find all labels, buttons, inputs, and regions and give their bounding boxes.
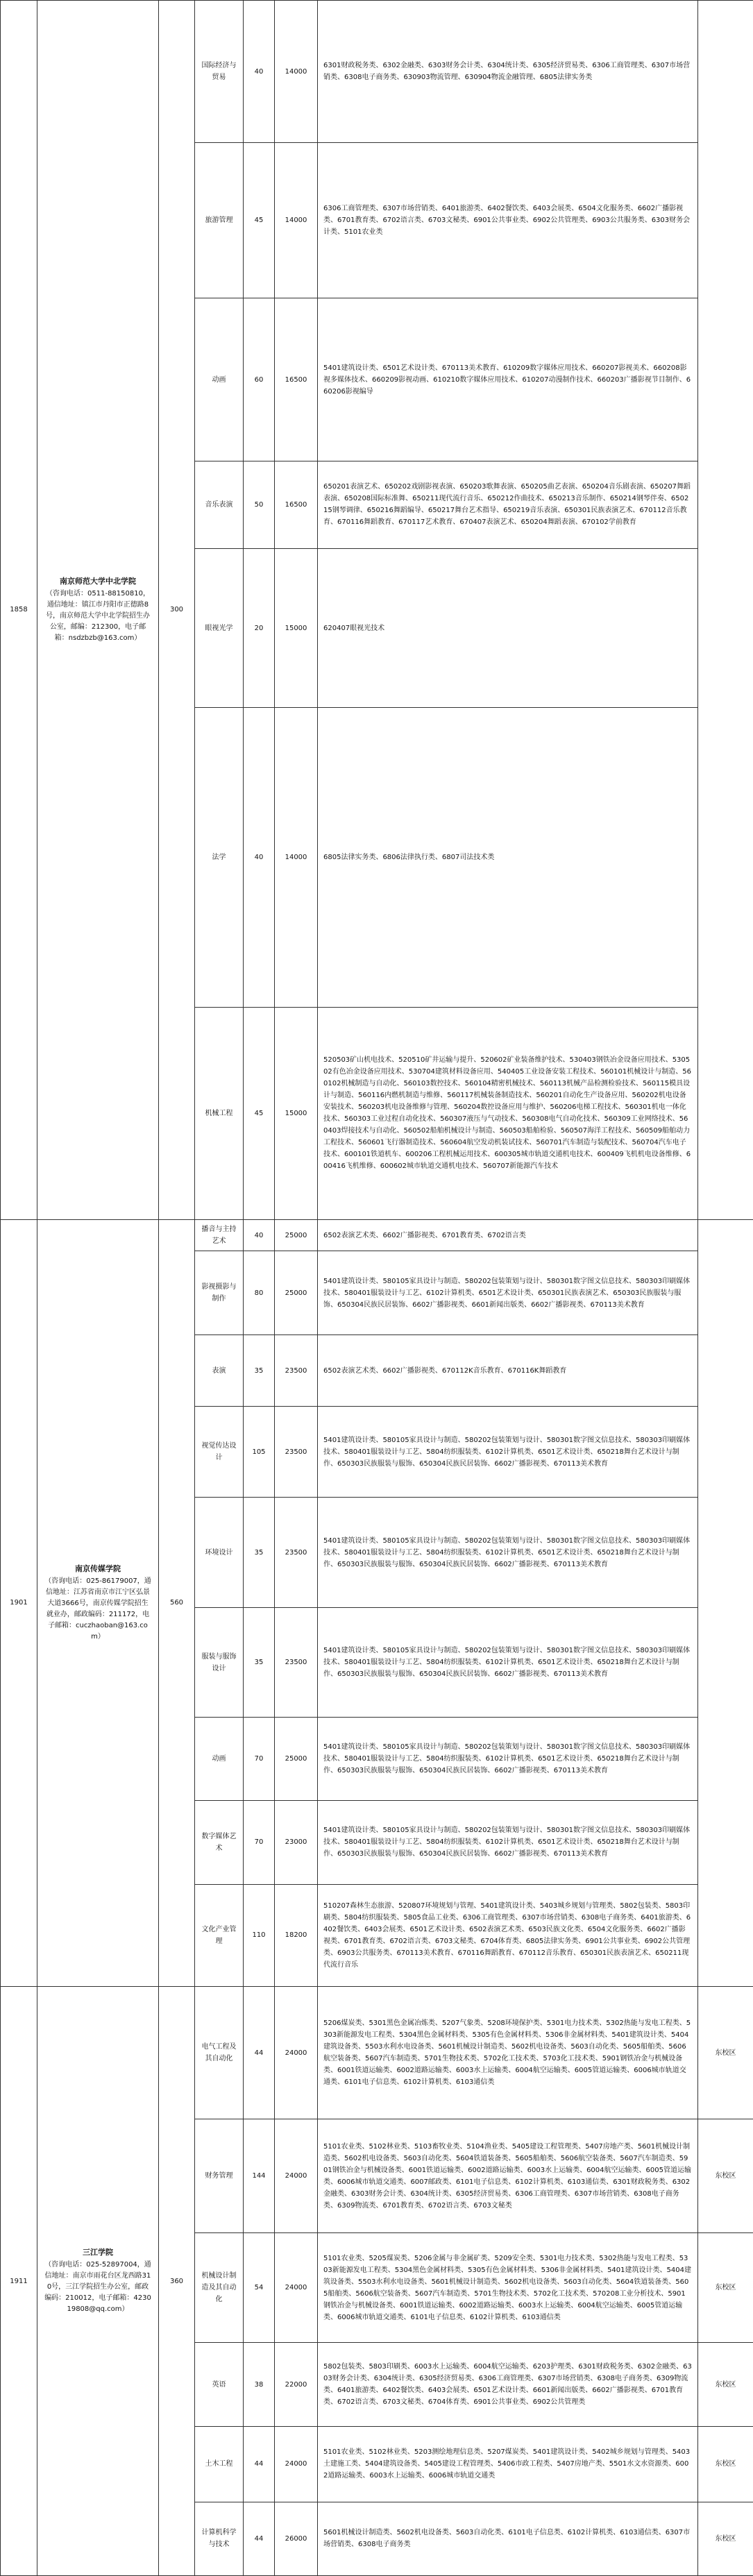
major-name: 眼视光学 bbox=[195, 548, 244, 707]
major-fee: 22000 bbox=[275, 2343, 318, 2426]
major-categories: 510207森林生态旅游、520807环境规划与管理、5401建筑设计类、5403城乡规划与管理类、5802包装类、5803印刷类、5804纺织服装类、5805食品工业类、6306工商管理类、6307市场营销类、6308电子商务类、6401旅游类、6402餐饮类、6403会展类、6501艺术设计类、6502表演艺术类、6503民族文化类、6504文化服务类、6602广播影视类、6701教育类、6702语言类、6703文秘类、6704体育类、6805法律实务类、6901公共事业类、6902公共管理类、6903公共服务类、670113美术教育、670116舞蹈教育、670112音乐教育、650301民族表演艺术、650211现代流行音乐 bbox=[318, 1884, 698, 1986]
major-categories: 5401建筑设计类、580105家具设计与制造、580202包装策划与设计、580301数字图文信息技术、580303印刷媒体技术、580401服装设计与工艺、5804纺织服装类、6102计算机类、6501艺术设计类、650218舞台艺术设计与制作、650303民族服装与服饰、650304民族民居装饰、6602广播影视类、670113美术教育 bbox=[318, 1718, 698, 1801]
campus bbox=[698, 1219, 753, 1986]
major-fee: 23500 bbox=[275, 1407, 318, 1498]
major-fee: 15000 bbox=[275, 1007, 318, 1219]
school-code: 1901 bbox=[1, 1219, 37, 1986]
campus: 东校区 bbox=[698, 2502, 753, 2575]
major-plan: 50 bbox=[244, 461, 275, 549]
major-categories: 520503矿山机电技术、520510矿井运输与提升、520602矿业装备维护技术、530403钢铁冶金设备应用技术、530502有色冶金设备应用技术、530704建筑材料设备应用、540405工业设备安装工程技术、560101机械设计与制造、560102机械制造与自动化、560103数控技术、560104精密机械技术、560113机械产品检测检验技术、560115模具设计与制造、560116内燃机制造与维修、560117机械装备制造技术、560201自动化生产设备应用、560202机电设备安装技术、560203机电设备维修与管理、560204数控设备应用与维护、560206电梯工程技术、560301机电一体化技术、560303工业过程自动化技术、560307液压与气动技术、560308电气自动化技术、560309工业网络技术、560403焊接技术与自动化、560502船舶机械设计与制造、560503船舶检验、560507海洋工程技术、560509船舶动力工程技术、560601飞行器制造技术、560604航空发动机装试技术、560701汽车制造与装配技术、560704汽车电子技术、600101铁道机车、600206工程机械运用技术、600305城市轨道交通机电技术、600409飞机机电设备维修、600416飞机维修、600602城市轨道交通机电技术、560707新能源汽车技术 bbox=[318, 1007, 698, 1219]
major-plan: 40 bbox=[244, 1, 275, 143]
major-fee: 16500 bbox=[275, 461, 318, 549]
major-plan: 44 bbox=[244, 2502, 275, 2575]
major-plan: 105 bbox=[244, 1407, 275, 1498]
major-fee: 24000 bbox=[275, 1987, 318, 2119]
major-fee: 25000 bbox=[275, 1718, 318, 1801]
school-info bbox=[37, 1, 159, 1220]
major-fee: 16500 bbox=[275, 298, 318, 461]
major-name: 旅游管理 bbox=[195, 143, 244, 298]
major-plan: 40 bbox=[244, 708, 275, 1008]
major-name: 法学 bbox=[195, 708, 244, 1008]
school-contact: （咨询电话：0511-88150810，通信地址：镇江市丹阳市正德路8号，南京师范大学中北学院招生办公室，邮编：212300，电子邮箱：nsdzbzb@163.com） bbox=[46, 589, 150, 642]
major-plan: 70 bbox=[244, 1718, 275, 1801]
major-categories: 5401建筑设计类、6501艺术设计类、670113美术教育、610209数字媒体应用技术、660207影视美术、660208影视多媒体技术、660209影视动画、610210数字媒体应用技术、610207动漫制作技术、660203广播影视节目制作、660206影视编导 bbox=[318, 298, 698, 461]
major-name: 服装与服饰设计 bbox=[195, 1607, 244, 1717]
major-fee: 15000 bbox=[275, 548, 318, 707]
major-categories: 6301财政税务类、6302金融类、6303财务会计类、6304统计类、6305经济贸易类、6306工商管理类、6307市场营销类、6308电子商务类、630903物流管理、630904物流金融管理、6805法律实务类 bbox=[318, 1, 698, 143]
major-fee: 23500 bbox=[275, 1334, 318, 1407]
major-name: 机械工程 bbox=[195, 1007, 244, 1219]
campus: 东校区 bbox=[698, 2343, 753, 2426]
major-plan: 35 bbox=[244, 1607, 275, 1717]
major-plan: 80 bbox=[244, 1251, 275, 1334]
school-info bbox=[37, 1219, 159, 1986]
major-fee: 14000 bbox=[275, 1, 318, 143]
major-categories: 6502表演艺术类、6602广播影视类、670112K音乐教育、670116K舞蹈教育 bbox=[318, 1334, 698, 1407]
major-name: 数字媒体艺术 bbox=[195, 1801, 244, 1884]
major-plan: 35 bbox=[244, 1334, 275, 1407]
major-categories: 650201表演艺术、650202戏剧影视表演、650203歌舞表演、650205曲艺表演、650204音乐剧表演、650207舞蹈表演、650208国际标准舞、650211现代流行音乐、650212作曲技术、650213音乐制作、650214钢琴伴奏、650215钢琴调律、650216舞蹈编导、650217舞台艺术指导、650219音乐表演、650301民族表演艺术、670112音乐教育、670116舞蹈教育、670117艺术教育、670407表演艺术、650204舞蹈表演、670102学前教育 bbox=[318, 461, 698, 549]
major-fee: 24000 bbox=[275, 2119, 318, 2233]
campus: 东校区 bbox=[698, 1987, 753, 2119]
school-code: 1858 bbox=[1, 1, 37, 1220]
major-fee: 23000 bbox=[275, 1801, 318, 1884]
major-categories: 5401建筑设计类、580105家具设计与制造、580202包装策划与设计、580301数字图文信息技术、580303印刷媒体技术、580401服装设计与工艺、5804纺织服装类、6102计算机类、6501艺术设计类、650218舞台艺术设计与制作、650303民族服装与服饰、650304民族民居装饰、6602广播影视类、670113美术教育 bbox=[318, 1407, 698, 1498]
major-fee: 24000 bbox=[275, 2233, 318, 2343]
campus: 东校区 bbox=[698, 2426, 753, 2502]
school-total: 360 bbox=[159, 1987, 195, 2576]
major-fee: 25000 bbox=[275, 1251, 318, 1334]
major-plan: 110 bbox=[244, 1884, 275, 1986]
major-plan: 54 bbox=[244, 2233, 275, 2343]
major-categories: 6502表演艺术类、6602广播影视类、6701教育类、6702语言类 bbox=[318, 1219, 698, 1251]
major-categories: 5401建筑设计类、580105家具设计与制造、580202包装策划与设计、580301数字图文信息技术、580303印刷媒体技术、580401服装设计与工艺、6102计算机类、6501艺术设计类、650301民族表演艺术、650303民族服装与服饰、650304民族民居装饰、6602广播影视类、6601新闻出版类、6602广播影视类、670113美术教育 bbox=[318, 1251, 698, 1334]
major-plan: 45 bbox=[244, 143, 275, 298]
major-categories: 5206煤炭类、5301黑色金属冶炼类、5207气象类、5208环境保护类、5301电力技术类、5302热能与发电工程类、5303新能源发电工程类、5304黑色金属材料类、5305有色金属材料类、5306非金属材料类、5401建筑设计类、5404建筑设备类、5503水利水电设备类、5601机械设计制造类、5602机电设备类、5603自动化类、5605船舶类、5606航空装备类、5607汽车制造类、5701生物技术类、5702化工技术类、5703化工技术类、5901钢铁冶金与机械设备类、6001铁道运输类、6002道路运输类、6003水上运输类、6004航空运输类、6005管道运输类、6006城市轨道交通类、6101电子信息类、6102计算机类、6103通信类 bbox=[318, 1987, 698, 2119]
major-name: 视觉传达设计 bbox=[195, 1407, 244, 1498]
major-categories: 5101农业类、5102林业类、5203测绘地理信息类、5207煤炭类、5401建筑设计类、5402城乡规划与管理类、5403土建施工类、5404建筑设备类、5405建设工程管理类、5406市政工程类、5407房地产类、5501水文水资源类、6002道路运输类、6003水上运输类、6006城市轨道交通类 bbox=[318, 2426, 698, 2502]
major-plan: 60 bbox=[244, 298, 275, 461]
school-contact: （咨询电话：025-86179007，通信地址：江苏省南京市江宁区弘景大道3666号，南京传媒学院招生就业办，邮政编码：211172，电子邮箱：cuczhaoban@163.com） bbox=[44, 1577, 151, 1641]
school-contact: （咨询电话：025-52897004，通信地址：南京市雨花台区龙西路310号，三江学院招生办公室，邮政编码：210012，电子邮箱：423019808@qq.com） bbox=[44, 2261, 151, 2314]
major-plan: 38 bbox=[244, 2343, 275, 2426]
school-name: 三江学院 bbox=[83, 2248, 113, 2257]
major-name: 土木工程 bbox=[195, 2426, 244, 2502]
school-name: 南京传媒学院 bbox=[75, 1564, 121, 1573]
major-categories: 5101农业类、5205煤炭类、5206金属与非金属矿类、5209安全类、5301电力技术类、5302热能与发电工程类、5303新能源发电工程类、5304黑色金属材料类、5305有色金属材料类、5306非金属材料类、5401建筑设计类、5404建筑设备类、5503水利水电设备类、5601机械设计制造类、5602机电设备类、5603自动化类、5604铁道装备类、5605船舶类、5606航空装备类、5607汽车制造类、5701生物技术类、5702化工技术类、570208工业分析技术、5901钢铁冶金与机械设备类、6001铁道运输类、6002道路运输类、6003水上运输类、6004航空运输类、6005管道运输类、6006城市轨道交通类、6101电子信息类、6102计算机类、6103通信类 bbox=[318, 2233, 698, 2343]
major-categories: 6805法律实务类、6806法律执行类、6807司法技术类 bbox=[318, 708, 698, 1008]
major-name: 影视摄影与制作 bbox=[195, 1251, 244, 1334]
major-name: 机械设计制造及其自动化 bbox=[195, 2233, 244, 2343]
major-fee: 25000 bbox=[275, 1219, 318, 1251]
major-plan: 44 bbox=[244, 2426, 275, 2502]
table-row bbox=[1, 1, 753, 143]
major-plan: 144 bbox=[244, 2119, 275, 2233]
major-plan: 45 bbox=[244, 1007, 275, 1219]
major-fee: 24000 bbox=[275, 2426, 318, 2502]
major-categories: 5802包装类、5803印刷类、6003水上运输类、6004航空运输类、6203护理类、6301财政税务类、6302金融类、6303财务会计类、6304统计类、6305经济贸易类、6306工商管理类、6307市场营销类、6308电子商务类、6309物流类、6401旅游类、6402餐饮类、6403会展类、6501艺术设计类、6601新闻出版类、6602广播影视类、6701教育类、6702语言类、6703文秘类、6704体育类、6901公共事业类、6902公共管理类 bbox=[318, 2343, 698, 2426]
school-name: 南京师范大学中北学院 bbox=[60, 576, 136, 586]
major-name: 国际经济与贸易 bbox=[195, 1, 244, 143]
major-name: 音乐表演 bbox=[195, 461, 244, 549]
major-name: 播音与主持艺术 bbox=[195, 1219, 244, 1251]
major-name: 表演 bbox=[195, 1334, 244, 1407]
major-name: 计算机科学与技术 bbox=[195, 2502, 244, 2575]
major-name: 环境设计 bbox=[195, 1498, 244, 1607]
campus: 东校区 bbox=[698, 2119, 753, 2233]
school-total: 300 bbox=[159, 1, 195, 1220]
major-categories: 5401建筑设计类、580105家具设计与制造、580202包装策划与设计、580301数字图文信息技术、580303印刷媒体技术、580401服装设计与工艺、5804纺织服装类、6102计算机类、6501艺术设计类、650218舞台艺术设计与制作、650303民族服装与服饰、650304民族民居装饰、6602广播影视类、670113美术教育 bbox=[318, 1801, 698, 1884]
major-fee: 26000 bbox=[275, 2502, 318, 2575]
school-total: 560 bbox=[159, 1219, 195, 1986]
major-categories: 5601机械设计制造类、5602机电设备类、5603自动化类、6101电子信息类、6102计算机类、6103通信类、6307市场营销类、6308电子商务类 bbox=[318, 2502, 698, 2575]
major-plan: 35 bbox=[244, 1498, 275, 1607]
table-row bbox=[1, 1987, 753, 2119]
campus bbox=[698, 1, 753, 1220]
major-categories: 5401建筑设计类、580105家具设计与制造、580202包装策划与设计、580301数字图文信息技术、580303印刷媒体技术、580401服装设计与工艺、5804纺织服装类、6102计算机类、6501艺术设计类、650218舞台艺术设计与制作、650303民族服装与服饰、650304民族民居装饰、6602广播影视类、670113美术教育 bbox=[318, 1498, 698, 1607]
table-row bbox=[1, 1219, 753, 1251]
major-name: 电气工程及其自动化 bbox=[195, 1987, 244, 2119]
major-categories: 6306工商管理类、6307市场营销类、6401旅游类、6402餐饮类、6403会展类、6504文化服务类、6602广播影视类、6701教育类、6702语言类、6703文秘类、6901公共事业类、6902公共管理类、6903公共服务类、6303财务会计类、5101农业类 bbox=[318, 143, 698, 298]
major-name: 动画 bbox=[195, 298, 244, 461]
school-code: 1911 bbox=[1, 1987, 37, 2576]
major-name: 财务管理 bbox=[195, 2119, 244, 2233]
major-name: 动画 bbox=[195, 1718, 244, 1801]
major-fee: 14000 bbox=[275, 143, 318, 298]
major-plan: 44 bbox=[244, 1987, 275, 2119]
major-plan: 20 bbox=[244, 548, 275, 707]
major-plan: 70 bbox=[244, 1801, 275, 1884]
major-fee: 14000 bbox=[275, 708, 318, 1008]
major-name: 英语 bbox=[195, 2343, 244, 2426]
major-categories: 620407眼视光技术 bbox=[318, 548, 698, 707]
major-fee: 23500 bbox=[275, 1607, 318, 1717]
major-name: 文化产业管理 bbox=[195, 1884, 244, 1986]
major-fee: 18200 bbox=[275, 1884, 318, 1986]
school-info bbox=[37, 1987, 159, 2576]
major-fee: 23500 bbox=[275, 1498, 318, 1607]
major-categories: 5101农业类、5102林业类、5103畜牧业类、5104渔业类、5405建设工程管理类、5407房地产类、5601机械设计制造类、5602机电设备类、5603自动化类、5604铁道装备类、5605船舶类、5606航空装备类、5607汽车制造类、5901钢铁冶金与机械设备类、6001铁道运输类、6002道路运输类、6003水上运输类、6004航空运输类、6005管道运输类、6006城市轨道交通类、6007邮政类、6101电子信息类、6102计算机类、6103通信类、6301财政税务类、6302金融类、6303财务会计类、6304统计类、6305经济贸易类、6306工商管理类、6307市场营销类、6308电子商务类、6309物流类、6701教育类、6702语言类、6703文秘类 bbox=[318, 2119, 698, 2233]
major-plan: 40 bbox=[244, 1219, 275, 1251]
major-categories: 5401建筑设计类、580105家具设计与制造、580202包装策划与设计、580301数字图文信息技术、580303印刷媒体技术、580401服装设计与工艺、5804纺织服装类、6102计算机类、6501艺术设计类、650218舞台艺术设计与制作、650303民族服装与服饰、650304民族民居装饰、6602广播影视类、670113美术教育 bbox=[318, 1607, 698, 1717]
campus: 东校区 bbox=[698, 2233, 753, 2343]
